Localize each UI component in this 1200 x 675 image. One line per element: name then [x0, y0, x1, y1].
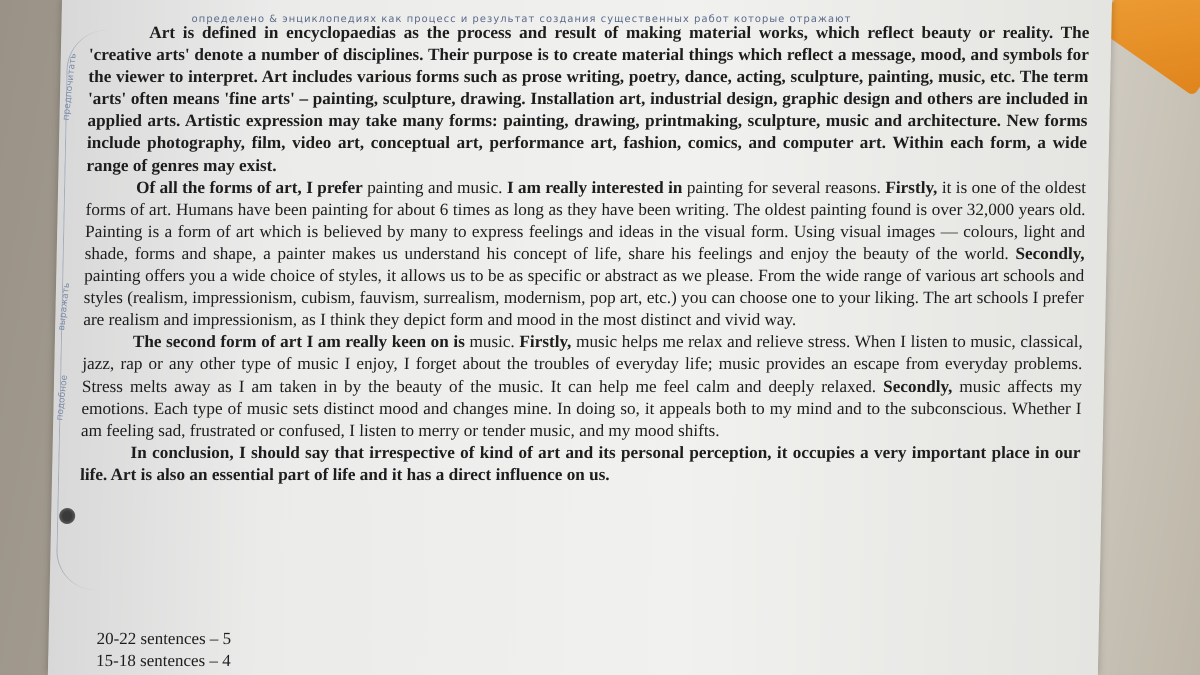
grading-scale-line: 15-18 sentences – 4 — [95, 651, 231, 670]
paper-sheet — [48, 0, 1112, 675]
text-run: music. — [464, 332, 520, 352]
handwritten-annotation-top: определено & энциклопедиях как процесс и результат создания существенных работ которые отражают — [191, 14, 852, 25]
text-run: music affects my emotions. Each type of music sets distinct mood and changes mine. In doing so, it appeals both to my mind and to the subconscious. Whether I am feeling sad, frustrated or confused, I listen to merry or tender music, and my mood shifts. — [80, 376, 1083, 440]
grading-scale-line: 20-22 sentences – 5 — [96, 629, 232, 648]
bold-phrase: Firstly, — [519, 332, 572, 352]
essay-paragraph — [86, 22, 1089, 177]
margin-note: подобное — [55, 374, 71, 421]
grading-scale — [96, 628, 231, 672]
bold-phrase: Secondly, — [882, 376, 953, 396]
margin-note: предпочитать — [61, 53, 79, 121]
bold-phrase: Firstly, — [885, 177, 938, 197]
bold-phrase: In conclusion, I should say that irrespective of kind of art and its personal perception, it occupies a very important place in our life. Art is also an essential part of life and it has a direct influence on us. — [79, 442, 1081, 484]
essay-paragraph — [81, 331, 1083, 441]
bold-phrase: Of all the forms of art, I prefer — [135, 177, 363, 197]
text-run: painting offers you a wide choice of styles, it allows us to be as specific or abstract as we please. From the wide range of various art schools and styles (realism, impressionism, cubism, fauvism, surrealism, modernism, pop art, etc.) you can choose one to your liking. The art schools I prefer are realism and impressionism, as I think they depict form and mood in the most distinct and vivid way. — [83, 266, 1085, 330]
bold-phrase: Secondly, — [1015, 243, 1085, 263]
bold-phrase: The second form of art I am really keen on is — [132, 332, 466, 352]
essay-text — [80, 22, 1090, 486]
text-run: painting for several reasons. — [682, 177, 886, 197]
text-run: it is one of the oldest forms of art. Humans have been painting for about 6 times as long as they have been writing. The oldest painting found is over 32,000 years old. Painting is a form of art which is believed by many to express feelings and ideas in the visual form. Using visual images — colours, light and shade, forms and shape, a painter makes us understand his concept of life, share his feelings and enjoy the beauty of the world. — [84, 177, 1087, 263]
bold-phrase: Art is defined in encyclopaedias as the process and result of making material works, which reflect beauty or reality. The 'creative arts' denote a number of disciplines. Their purpose is to create material things which reflect a message, mood, and symbols for the viewer to interpret. Art includes various forms such as prose writing, poetry, dance, acting, sculpture, painting, music, etc. The term 'arts' often means 'fine arts' – painting, sculpture, drawing. Installation art, industrial design, graphic design and others are included in applied arts. Artistic expression may take many forms: painting, drawing, printmaking, sculpture, music and architecture. New forms include photography, film, video art, conceptual art, performance art, fashion, comics, and computer art. Within each form, a wide range of genres may exist. — [86, 23, 1090, 175]
text-run: painting and music. — [362, 177, 508, 197]
essay-paragraph — [80, 442, 1081, 486]
margin-note: выражать — [57, 282, 73, 331]
text-run: music helps me relax and relieve stress. When I listen to music, classical, jazz, rap or any other type of music I enjoy, I forget about the troubles of everyday life; music provides an escape from everyday problems. Stress melts away as I am taken in by the beauty of the music. It can help me feel calm and deeply relaxed. — [81, 332, 1084, 396]
bold-phrase: I am really interested in — [506, 177, 683, 197]
essay-paragraph — [83, 177, 1086, 332]
